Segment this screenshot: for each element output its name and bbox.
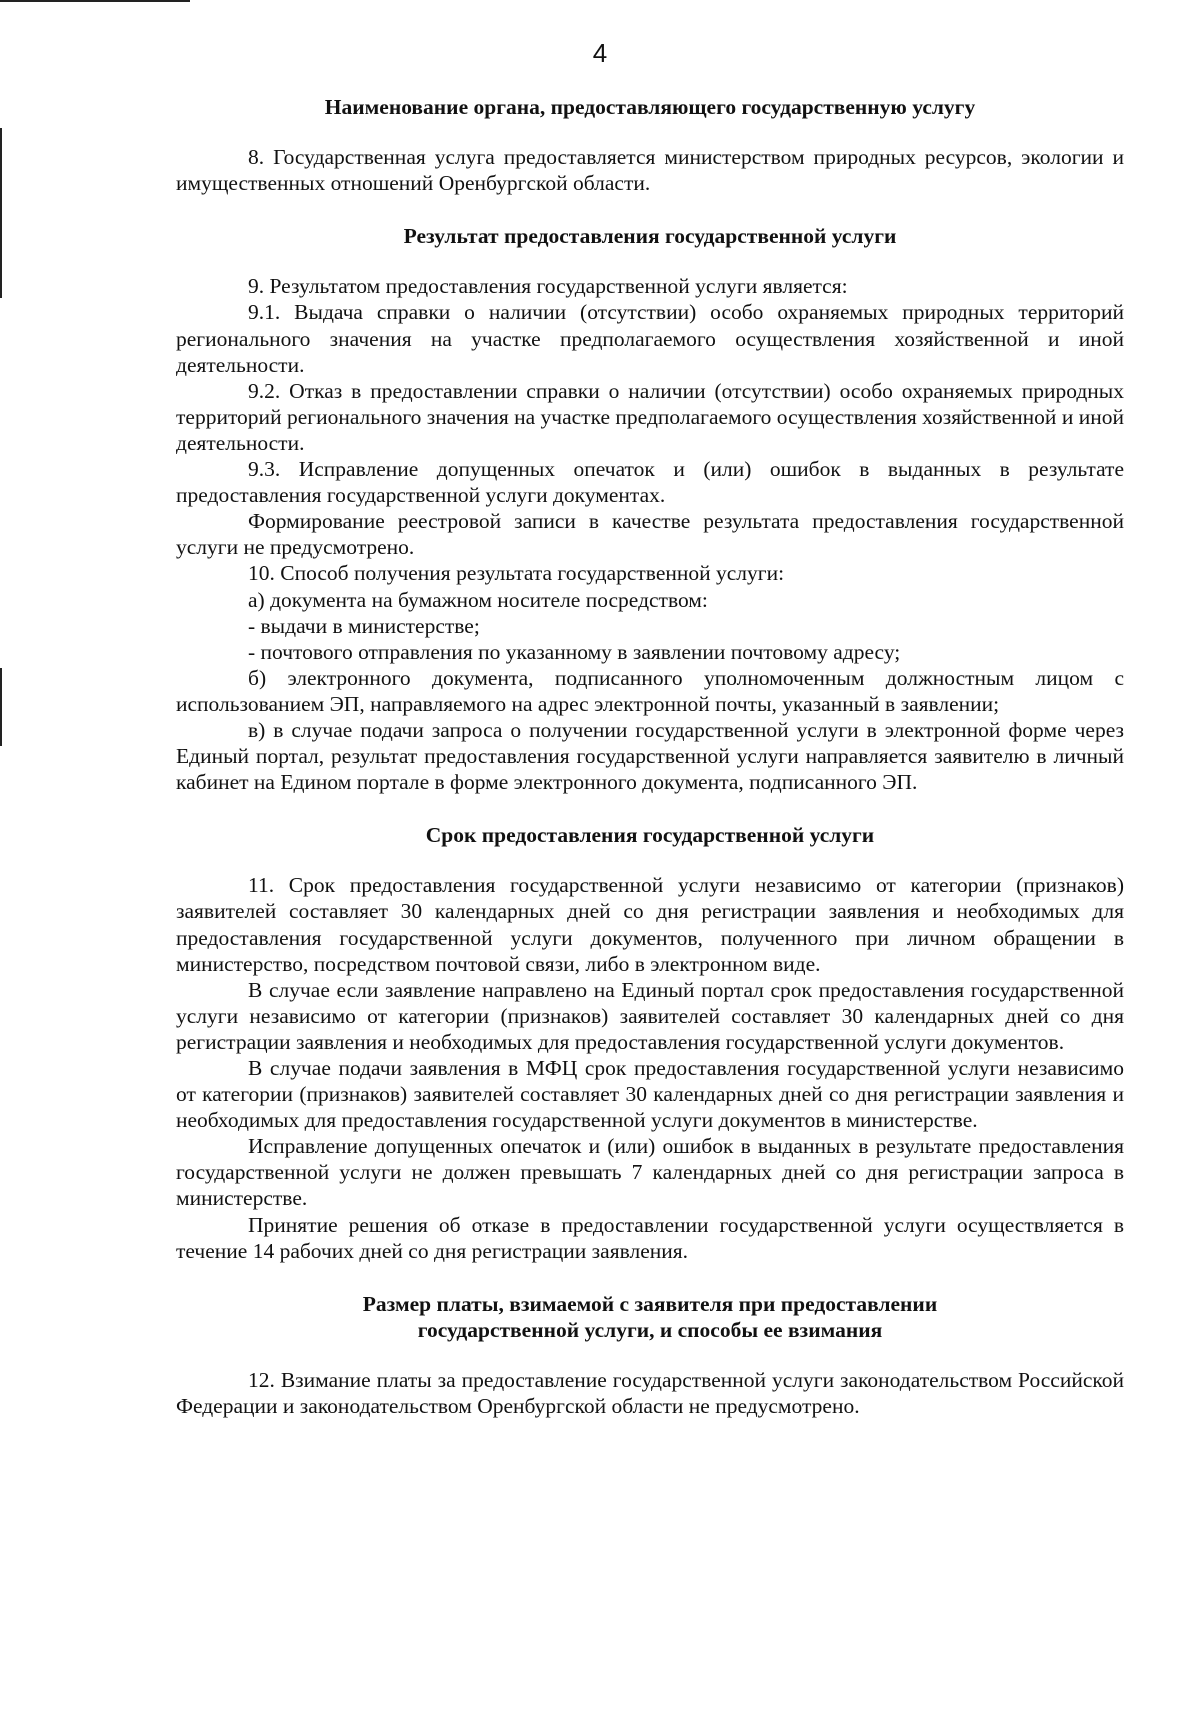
section-heading-result: Результат предоставления государственной услуги xyxy=(403,224,897,249)
section-heading-fee-line-2: государственной услуги, и способы ее взимания xyxy=(417,1317,883,1342)
paragraph-8: 8. Государственная услуга предоставляется министерством природных ресурсов, экологии и имущественных отношений Оренбургской области. xyxy=(176,145,1124,196)
paragraph-10-b: б) электронного документа, подписанного уполномоченным должностным лицом с использованием ЭП, направляемого на адрес электронной почты, указанный в заявлении; xyxy=(176,665,1124,716)
scan-artifact-left-1 xyxy=(0,128,2,298)
scan-artifact-top xyxy=(0,0,190,2)
paragraph-11-mfc: В случае подачи заявления в МФЦ срок предоставления государственной услуги независимо от категории (признаков) заявителей составляет 30 календарных дней со дня регистрации заявления и необходимых для предоставления государственной услуги документов в министерстве. xyxy=(176,1056,1124,1133)
page-number: 4 xyxy=(592,38,608,68)
paragraph-11-corrections: Исправление допущенных опечаток и (или) ошибок в выданных в результате предоставления государственной услуги не должен превышать 7 календарных дней со дня регистрации запроса в министерстве. xyxy=(176,1134,1124,1211)
scan-artifact-left-2 xyxy=(0,668,2,746)
document-body xyxy=(176,94,1124,1419)
paragraph-10-c: в) в случае подачи запроса о получении государственной услуги в электронной форме через Единый портал, результат предоставления государственной услуги направляется заявителю в личный кабинет на Едином портале в форме электронного документа, подписанного ЭП. xyxy=(176,717,1124,795)
paragraph-11: 11. Срок предоставления государственной услуги независимо от категории (признаков) заявителей составляет 30 календарных дней со дня регистрации заявления и необходимых для предоставления государственной услуги документов, полученного при личном обращении в министерство, посредством почтовой связи, либо в электронном виде. xyxy=(176,873,1124,976)
paragraph-10-a-item-1: - выдачи в министерстве; xyxy=(248,613,480,638)
section-heading-authority: Наименование органа, предоставляющего государственную услугу xyxy=(324,95,976,119)
paragraph-12: 12. Взимание платы за предоставление государственной услуги законодательством Российской Федерации и законодательством Оренбургской области не предусмотрено. xyxy=(176,1367,1124,1419)
paragraph-9: 9. Результатом предоставления государственной услуги является: xyxy=(248,274,848,299)
paragraph-10: 10. Способ получения результата государственной услуги: xyxy=(248,561,785,586)
section-heading-fee-line-1: Размер платы, взимаемой с заявителя при предоставлении xyxy=(362,1291,938,1316)
paragraph-9-2: 9.2. Отказ в предоставлении справки о наличии (отсутствии) особо охраняемых природных территорий регионального значения на участке предполагаемого осуществления хозяйственной и иной деятельности. xyxy=(176,378,1124,455)
section-heading-term: Срок предоставления государственной услуги xyxy=(425,823,875,848)
paragraph-11-refusal: Принятие решения об отказе в предоставлении государственной услуги осуществляется в течение 14 рабочих дней со дня регистрации заявления. xyxy=(176,1212,1124,1263)
paragraph-11-portal: В случае если заявление направлено на Единый портал срок предоставления государственной услуги независимо от категории (признаков) заявителей составляет 30 календарных дней со дня регистрации заявления и необходимых для предоставления государственной услуги документов. xyxy=(176,977,1124,1054)
paragraph-10-a-item-2: - почтового отправления по указанному в заявлении почтовому адресу; xyxy=(248,639,901,664)
paragraph-registry-note: Формирование реестровой записи в качестве результата предоставления государственной услуги не предусмотрено. xyxy=(176,509,1124,560)
paragraph-9-1: 9.1. Выдача справки о наличии (отсутствии) особо охраняемых природных территорий регионального значения на участке предполагаемого осуществления хозяйственной и иной деятельности. xyxy=(176,300,1124,377)
paragraph-9-3: 9.3. Исправление допущенных опечаток и (или) ошибок в выданных в результате предоставления государственной услуги документах. xyxy=(176,457,1124,508)
paragraph-10-a: а) документа на бумажном носителе посредством: xyxy=(248,587,708,612)
